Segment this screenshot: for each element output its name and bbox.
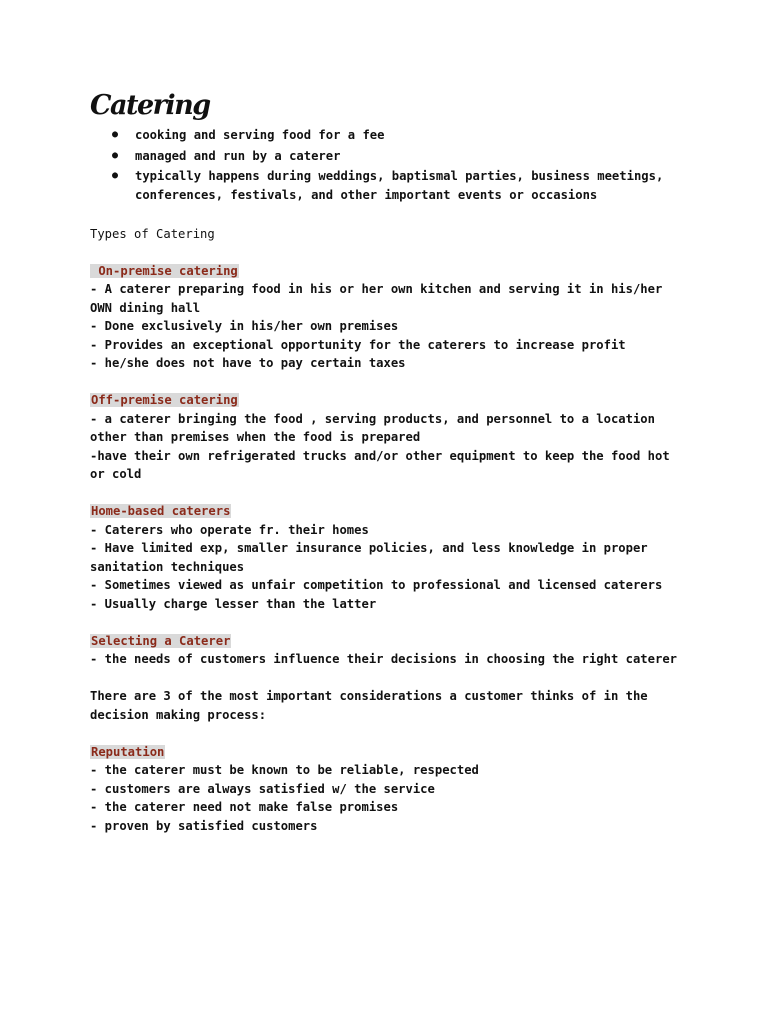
considerations-paragraph [90,687,680,724]
section-line: - the caterer must be known to be reliable, respected [90,763,479,777]
types-heading: Types of Catering [90,226,215,241]
section-heading: Home-based caterers [91,504,231,518]
section-reputation [90,743,680,836]
section-line: - proven by satisfied customers [90,818,318,833]
section-heading: On-premise catering [91,263,238,278]
section-heading: Off-premise catering [91,393,238,407]
list-item: ● typically happens during weddings, baptismal parties, business meetings, conferences, festivals, and other important events or occasions [112,167,690,204]
section-off-premise [90,391,680,484]
page-content [90,88,690,835]
section-line: - he/she does not have to pay certain taxes [90,356,406,370]
section-line: - the needs of customers influence their decisions in choosing the right caterer [90,652,677,666]
section-line: - Provides an exceptional opportunity for the caterers to increase profit [90,337,626,352]
section-line: - Have limited exp, smaller insurance policies, and less knowledge in proper sanitation techniques [90,541,655,574]
section-line: - Caterers who operate fr. their homes [90,522,369,537]
definition-list [90,126,690,204]
section-line: - Done exclusively in his/her own premises [90,319,399,333]
section-line: - Sometimes viewed as unfair competition to professional and licensed caterers [90,578,663,592]
section-line: - a caterer bringing the food , serving products, and personnel to a location other than premises when the food is prepared [90,411,663,444]
section-line: - customers are always satisfied w/ the service [90,781,435,796]
section-heading: Selecting a Caterer [91,633,231,648]
section-line: -have their own refrigerated trucks and/or other equipment to keep the food hot or cold [90,448,678,481]
document-title: Catering [90,90,210,121]
section-home-based [90,502,680,613]
paragraph-text: There are 3 of the most important considerations a customer thinks of in the decision making process: [90,689,655,722]
section-selecting [90,632,680,669]
list-item: ● managed and run by a caterer [112,147,690,166]
section-line: - the caterer need not make false promises [90,800,399,814]
section-line: - Usually charge lesser than the latter [90,596,377,611]
list-item: ● cooking and serving food for a fee [112,126,690,145]
section-on-premise [90,262,680,373]
section-heading: Reputation [91,744,165,759]
section-line: - A caterer preparing food in his or her own kitchen and serving it in his/her OWN dining hall [90,282,670,315]
